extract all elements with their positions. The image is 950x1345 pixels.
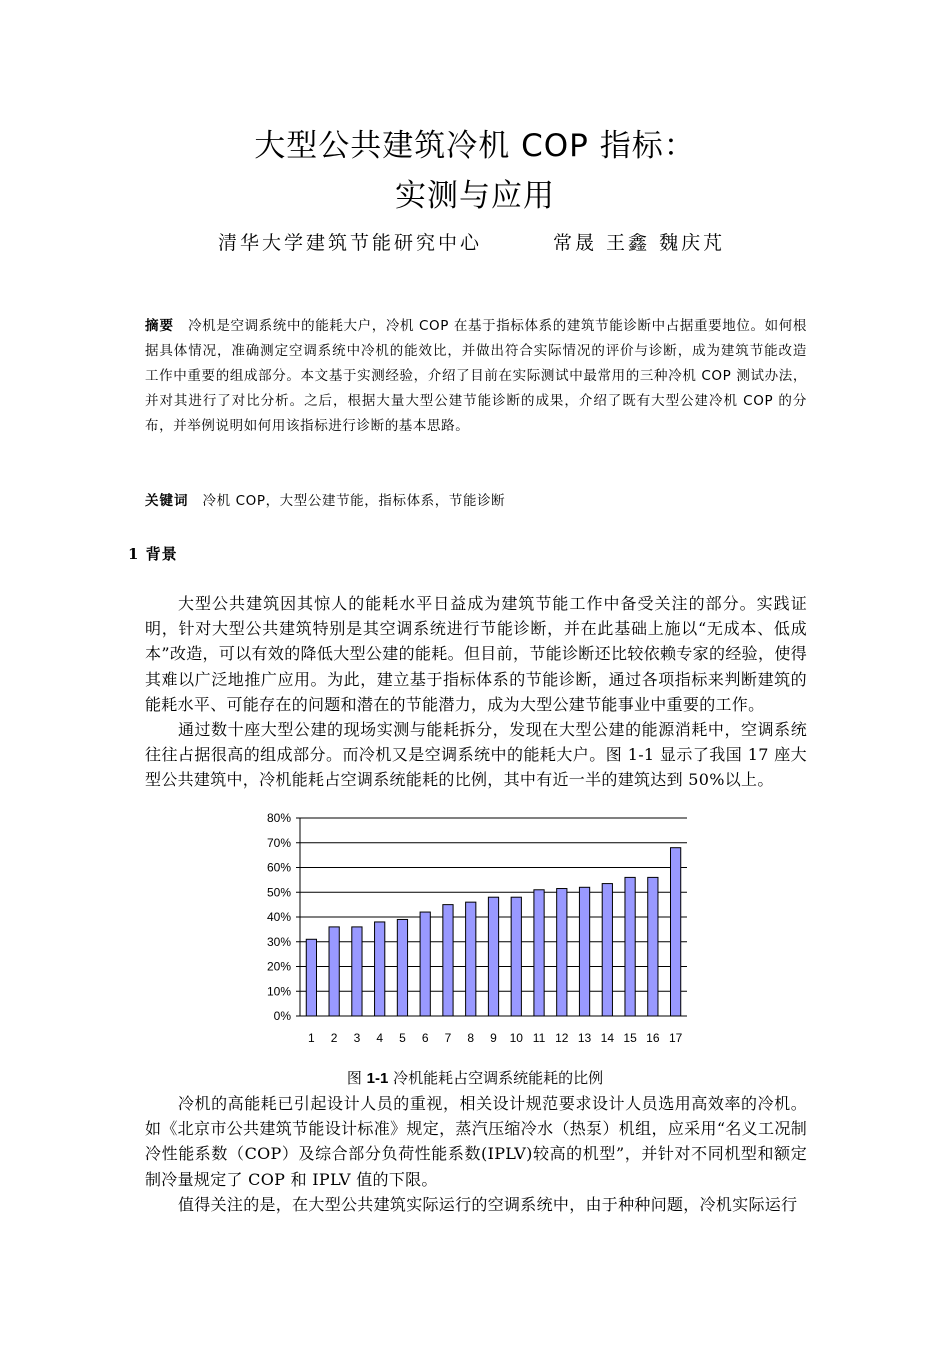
- paper-title-line2: 实测与应用: [395, 178, 555, 214]
- bar: [397, 919, 407, 1016]
- y-tick-label: 80%: [266, 811, 291, 825]
- figure-caption: [0, 1067, 950, 1088]
- x-tick-label: 17: [668, 1031, 683, 1045]
- x-tick-label: 2: [330, 1031, 338, 1045]
- y-tick-label: 70%: [266, 835, 291, 850]
- paragraph: 值得关注的是，在大型公共建筑实际运行的空调系统中，由于种种问题，冷机实际运行: [178, 1194, 798, 1214]
- paper-title-line1: 大型公共建筑冷机 COP 指标：: [254, 128, 696, 164]
- x-tick-label: 16: [646, 1031, 660, 1045]
- bar: [625, 877, 635, 1016]
- x-tick-label: 8: [467, 1031, 475, 1045]
- bar: [466, 902, 476, 1016]
- x-tick-label: 10: [509, 1031, 523, 1045]
- bar: [329, 927, 339, 1016]
- y-tick-label: 20%: [266, 959, 291, 974]
- body-block-1: [145, 591, 807, 793]
- y-tick-label: 60%: [266, 860, 291, 875]
- bar: [420, 912, 430, 1016]
- y-tick-label: 40%: [266, 910, 291, 924]
- bar: [534, 890, 544, 1016]
- bar: [579, 887, 589, 1016]
- keywords-text: 冷机 COP，大型公建节能，指标体系，节能诊断: [202, 493, 506, 509]
- x-tick-label: 9: [490, 1031, 497, 1045]
- bar: [375, 922, 385, 1016]
- caption-prefix: 图: [346, 1069, 367, 1087]
- x-tick-label: 7: [444, 1031, 452, 1045]
- bar: [648, 877, 658, 1016]
- abstract-text: 冷机是空调系统中的能耗大户，冷机 COP 在基于指标体系的建筑节能诊断中占据重要地位。如何根据具体情况，准确测定空调系统中冷机的能效比，并做出符合实际情况的评价与诊断，成为建筑节能改造工作中重要的组成部分。本文基于实测经验，介绍了目前在实际测试中最常用的三种冷机 COP 测试办法，并对其进行了对比分析。之后，根据大量大型公建节能诊断的成果，介绍了既有大型公建冷机 COP 的分布，并举例说明如何用该指标进行诊断的基本思路。: [145, 318, 808, 434]
- x-tick-label: 15: [623, 1031, 637, 1045]
- caption-text: 冷机能耗占空调系统能耗的比例: [388, 1069, 604, 1087]
- x-tick-label: 13: [577, 1031, 592, 1045]
- bar-chart: [250, 808, 700, 1053]
- paragraph: 通过数十座大型公建的现场实测与能耗拆分，发现在大型公建的能源消耗中，空调系统往往占据很高的组成部分。而冷机又是空调系统中的能耗大户。图 1-1 显示了我国 17 座大型公共建筑中，冷机能耗占空调系统能耗的比例，其中有近一半的建筑达到 50%以上。: [145, 720, 807, 790]
- y-tick-label: 0%: [273, 1009, 291, 1023]
- bar: [443, 905, 453, 1016]
- x-tick-label: 3: [353, 1031, 361, 1045]
- keywords-label: 关键词: [145, 493, 189, 509]
- affiliation: 清华大学建筑节能研究中心: [218, 232, 483, 254]
- abstract: [145, 314, 807, 439]
- paragraph: 大型公共建筑因其惊人的能耗水平日益成为建筑节能工作中备受关注的部分。实践证明，针对大型公共建筑特别是其空调系统进行节能诊断，并在此基础上施以“无成本、低成本”改造，可以有效的降低大型公建的能耗。但目前，节能诊断还比较依赖专家的经验，使得其难以广泛地推广应用。为此，建立基于指标体系的节能诊断，通过各项指标来判断建筑的能耗水平、可能存在的问题和潜在的节能潜力，成为大型公建节能事业中重要的工作。: [145, 594, 807, 714]
- x-tick-label: 4: [376, 1031, 384, 1045]
- keywords: [145, 489, 807, 514]
- bar: [670, 848, 680, 1016]
- bar: [557, 889, 567, 1016]
- y-tick-label: 50%: [266, 885, 291, 900]
- x-tick-label: 5: [399, 1031, 406, 1045]
- x-tick-label: 6: [421, 1031, 429, 1045]
- abstract-label: 摘要: [145, 318, 175, 334]
- x-tick-label: 1: [308, 1031, 315, 1045]
- y-tick-label: 10%: [266, 984, 291, 999]
- bar: [488, 897, 498, 1016]
- y-tick-label: 30%: [266, 934, 291, 949]
- bar: [352, 927, 362, 1016]
- x-tick-label: 11: [532, 1031, 546, 1045]
- caption-number: 1-1: [366, 1070, 389, 1087]
- bar: [602, 884, 612, 1016]
- paragraph: 冷机的高能耗已引起设计人员的重视，相关设计规范要求设计人员选用高效率的冷机。如《北京市公共建筑节能设计标准》规定，蒸汽压缩冷水（热泵）机组，应采用“名义工况制冷性能系数（COP）及综合部分负荷性能系数(IPLV)较高的机型”，并针对不同机型和额定制冷量规定了 COP 和 IPLV 值的下限。: [145, 1094, 807, 1189]
- bar: [306, 939, 316, 1016]
- section-heading: 1 背景: [128, 545, 178, 563]
- x-tick-label: 14: [600, 1031, 615, 1045]
- x-tick-label: 12: [555, 1031, 569, 1045]
- bar: [511, 897, 521, 1016]
- authors: 常晟 王鑫 魏庆芃: [553, 232, 726, 254]
- body-block-2: [145, 1091, 807, 1217]
